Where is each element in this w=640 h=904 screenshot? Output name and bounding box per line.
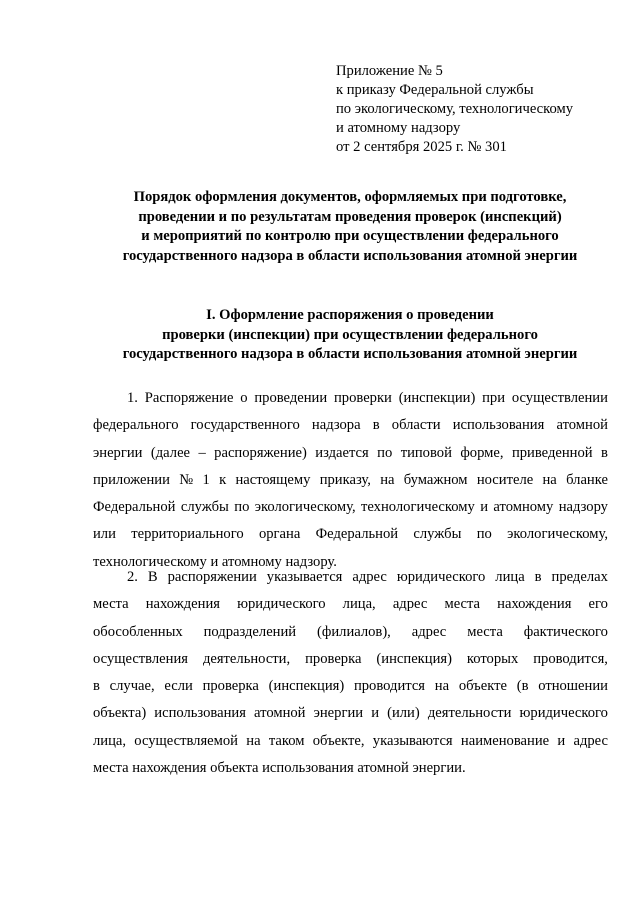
paragraph-word: проведении bbox=[254, 390, 328, 406]
paragraph-word: приложении bbox=[93, 471, 170, 488]
paragraph-word: места bbox=[444, 596, 481, 613]
paragraph-word: и bbox=[557, 732, 566, 749]
paragraph-word: нахождения bbox=[145, 596, 220, 613]
paragraph-line bbox=[93, 755, 608, 782]
paragraph-word: в bbox=[601, 444, 608, 461]
section-heading-line: государственного надзора в области использования атомной энергии bbox=[122, 346, 578, 362]
appendix-line: Приложение № 5 bbox=[336, 63, 443, 79]
paragraph-word: 1. bbox=[127, 390, 138, 406]
paragraph-word: лица, bbox=[342, 596, 376, 613]
paragraph-word: проводится, bbox=[533, 650, 608, 667]
paragraph-word: адрес bbox=[411, 623, 447, 640]
paragraph-word: службы bbox=[180, 499, 229, 516]
appendix-line: от 2 сентября 2025 г. № 301 bbox=[336, 139, 507, 155]
paragraph-word: которых bbox=[466, 650, 519, 667]
paragraph-word: в bbox=[534, 569, 542, 585]
paragraph-word: адрес bbox=[573, 732, 608, 749]
paragraph-word: территориального bbox=[131, 526, 244, 543]
paragraph-word: адрес bbox=[352, 569, 387, 585]
paragraph-word: таком bbox=[268, 732, 305, 749]
paragraph-word: № bbox=[179, 471, 194, 488]
paragraph-word: лица bbox=[495, 569, 525, 585]
appendix-line: к приказу Федеральной службы bbox=[336, 82, 534, 98]
paragraph-word: типовой bbox=[400, 444, 452, 461]
paragraph-word: области bbox=[391, 417, 441, 434]
paragraph-word: проверки bbox=[333, 390, 392, 406]
paragraph-word: энергии bbox=[313, 705, 364, 722]
paragraph-word: Федеральной bbox=[315, 526, 399, 543]
paragraph-word: надзору bbox=[558, 499, 608, 516]
paragraph-word: атомному bbox=[493, 499, 554, 516]
paragraph-word: Федеральной bbox=[93, 499, 176, 516]
title-line: и мероприятий по контролю при осуществлении федерального bbox=[141, 228, 559, 244]
paragraph-word: технологическому bbox=[361, 499, 475, 516]
paragraph-word: (в bbox=[516, 678, 529, 695]
paragraph-line bbox=[93, 673, 608, 700]
paragraph-word: наименование bbox=[460, 732, 550, 749]
paragraph-word: объекте, bbox=[312, 732, 365, 749]
paragraph-word: если bbox=[164, 678, 193, 695]
paragraph-text: места нахождения объекта использования атомной энергии. bbox=[93, 760, 466, 777]
title-line: Порядок оформления документов, оформляемых при подготовке, bbox=[133, 189, 567, 205]
paragraph-word: проводится bbox=[353, 678, 426, 695]
paragraph-word: энергии bbox=[93, 444, 143, 461]
paragraph-line bbox=[93, 564, 608, 591]
paragraph-word: по bbox=[377, 444, 393, 461]
paragraph-word: настоящему bbox=[235, 471, 311, 488]
title-line: государственного надзора в области использования атомной энергии bbox=[122, 247, 578, 264]
paragraph-word: распоряжение) bbox=[214, 444, 307, 461]
paragraph-line bbox=[93, 591, 608, 618]
paragraph-word: осуществляемой bbox=[134, 732, 238, 749]
paragraph-word: фактического bbox=[523, 623, 608, 640]
paragraph-word: (или) bbox=[387, 705, 420, 722]
paragraph-word: на bbox=[434, 678, 450, 695]
paragraph-word: пределах bbox=[551, 569, 608, 585]
paragraph-word: федерального bbox=[93, 417, 179, 434]
paragraph-word: осуществления bbox=[93, 650, 188, 667]
paragraph-word: проверка bbox=[202, 678, 259, 695]
section-heading-line: I. Оформление распоряжения о проведении bbox=[206, 307, 494, 323]
paragraph-word: адрес bbox=[392, 596, 428, 613]
paragraph-word: бумажном bbox=[403, 471, 468, 488]
paragraph-word: юридического bbox=[519, 705, 608, 722]
paragraph-line bbox=[93, 494, 608, 521]
paragraph-line bbox=[93, 646, 608, 673]
paragraph-word: деятельности, bbox=[202, 650, 291, 667]
paragraph-word: на bbox=[246, 732, 261, 749]
paragraph-word: надзора bbox=[311, 417, 361, 434]
paragraph-word: места bbox=[93, 596, 129, 613]
paragraph-word: (инспекция) bbox=[376, 650, 452, 667]
paragraph-word: использования bbox=[452, 417, 545, 434]
paragraph-word: (инспекции) bbox=[398, 390, 476, 406]
paragraph-word: по bbox=[476, 526, 492, 543]
paragraph-word: обособленных bbox=[93, 623, 183, 640]
paragraph-word: на bbox=[542, 471, 557, 488]
paragraph-line bbox=[93, 521, 608, 548]
paragraph-word: объекта) bbox=[93, 705, 147, 722]
paragraph-word: в bbox=[93, 678, 100, 695]
paragraph-word: и bbox=[480, 499, 489, 516]
appendix-block bbox=[336, 62, 626, 157]
paragraph-word: атомной bbox=[556, 417, 608, 434]
paragraph-word: указывается bbox=[266, 569, 343, 585]
paragraph-word: места bbox=[467, 623, 503, 640]
paragraph-2 bbox=[93, 564, 608, 782]
paragraph-word: по bbox=[234, 499, 250, 516]
paragraph-word: органа bbox=[258, 526, 301, 543]
paragraph-word: использования bbox=[154, 705, 246, 722]
paragraph-word: подразделений bbox=[203, 623, 297, 640]
paragraph-word: юридического bbox=[396, 569, 486, 585]
paragraph-word: приведенной bbox=[511, 444, 593, 461]
paragraph-word: или bbox=[93, 526, 116, 543]
appendix-line: и атомному надзору bbox=[336, 120, 461, 136]
paragraph-word: его bbox=[588, 596, 608, 613]
paragraph-line bbox=[93, 412, 608, 439]
paragraph-word: экологическому, bbox=[254, 499, 356, 516]
paragraph-word: о bbox=[240, 390, 248, 406]
paragraph-word: при bbox=[482, 390, 506, 406]
paragraph-word: службы bbox=[413, 526, 462, 543]
appendix-line: по экологическому, технологическому bbox=[336, 101, 574, 117]
paragraph-word: случае, bbox=[109, 678, 155, 695]
document-title bbox=[60, 188, 640, 266]
section-heading bbox=[60, 306, 640, 365]
paragraph-1 bbox=[93, 385, 608, 576]
paragraph-word: объекте bbox=[458, 678, 507, 695]
paragraph-line bbox=[93, 467, 608, 494]
paragraph-word: Распоряжение bbox=[144, 390, 234, 406]
paragraph-word: носителе bbox=[476, 471, 534, 488]
paragraph-word: экологическому, bbox=[507, 526, 608, 543]
paragraph-word: в bbox=[372, 417, 380, 434]
paragraph-word: к bbox=[219, 471, 227, 488]
paragraph-line bbox=[93, 440, 608, 467]
paragraph-text: технологическому и атомному надзору. bbox=[93, 553, 337, 570]
paragraph-word: бланке bbox=[566, 471, 608, 488]
paragraph-word: осуществлении bbox=[511, 390, 608, 406]
paragraph-word: В bbox=[147, 569, 158, 585]
paragraph-word: – bbox=[198, 444, 206, 461]
paragraph-word: (филиалов), bbox=[317, 623, 391, 640]
paragraph-word: приказу, bbox=[319, 471, 371, 488]
paragraph-word: нахождения bbox=[497, 596, 572, 613]
paragraph-word: (далее bbox=[150, 444, 191, 461]
section-heading-line: проверки (инспекции) при осуществлении федерального bbox=[162, 326, 538, 343]
title-line: проведении и по результатам проведения проверок (инспекций) bbox=[138, 208, 562, 225]
paragraph-word: распоряжении bbox=[167, 569, 257, 585]
paragraph-word: 1 bbox=[202, 471, 210, 488]
paragraph-word: атомной bbox=[254, 705, 306, 722]
paragraph-word: указываются bbox=[372, 732, 453, 749]
paragraph-word: государственного bbox=[190, 417, 300, 434]
paragraph-word: юридического bbox=[237, 596, 326, 613]
paragraph-word: 2. bbox=[127, 569, 138, 585]
paragraph-word: (инспекция) bbox=[268, 678, 345, 695]
paragraph-line bbox=[93, 700, 608, 727]
paragraph-word: проверка bbox=[305, 650, 362, 667]
paragraph-word: лица, bbox=[93, 732, 127, 749]
paragraph-line bbox=[93, 385, 608, 412]
paragraph-word: издается bbox=[315, 444, 369, 461]
paragraph-line bbox=[93, 619, 608, 646]
paragraph-word: деятельности bbox=[427, 705, 512, 722]
paragraph-word: на bbox=[380, 471, 395, 488]
paragraph-word: отношении bbox=[538, 678, 608, 695]
paragraph-line bbox=[93, 728, 608, 755]
paragraph-word: форме, bbox=[460, 444, 504, 461]
paragraph-word: и bbox=[371, 705, 379, 722]
